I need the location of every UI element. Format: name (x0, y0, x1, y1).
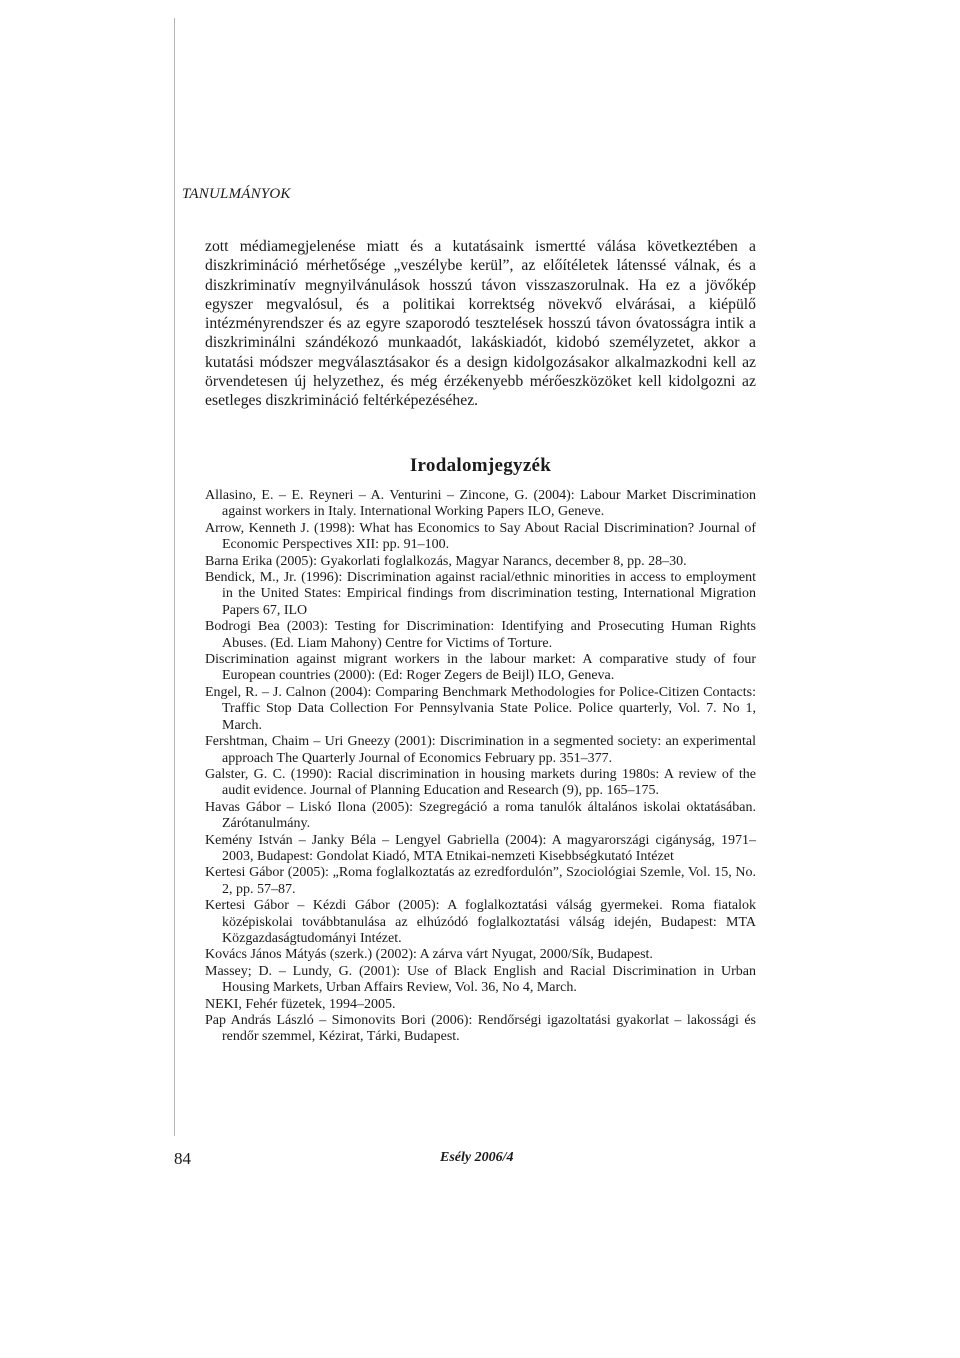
reference-item: Kertesi Gábor (2005): „Roma foglalkoztatás az ezredfordulón”, Szociológiai Szemle, Vol. 15, No. 2, pp. 57–87. (205, 865, 756, 897)
references-heading: Irodalomjegyzék (409, 455, 552, 476)
body-paragraph: zott médiamegjelenése miatt és a kutatásaink ismertté válása következtében a diszkrimináció mérhetősége „veszélybe kerül”, az előítéletek látenssé válnak, és a diszkriminatív megnyilvánulások hosszú távon visszaszorulnak. Ha ez a jövőkép egyszer megvalósul, és a politikai korrektség növekvő elvárásai, a kiépülő intézményrendszer és az egyre szaporodó tesztelések hosszú távon óvatosságra intik a diszkriminálni szándékozó munkaadót, lakáskiadót, kidobó személyzetet, akkor a kutatási módszer megválasztásakor és a design kidolgozásakor alkalmazkodni kell az örvendetesen új helyzethez, és még érzékenyebb mérőeszközöket kell kidolgozni az esetleges diszkrimináció feltérképezéséhez. (205, 238, 756, 410)
reference-item: Bodrogi Bea (2003): Testing for Discrimination: Identifying and Prosecuting Human Rights Abuses. (Ed. Liam Mahony) Centre for Victims of Torture. (205, 619, 756, 651)
reference-item: Fershtman, Chaim – Uri Gneezy (2001): Discrimination in a segmented society: an experimental approach The Quarterly Journal of Economics February pp. 351–377. (205, 734, 756, 766)
reference-item: Arrow, Kenneth J. (1998): What has Economics to Say About Racial Discrimination? Journal of Economic Perspectives XII: pp. 91–100. (205, 520, 756, 553)
reference-item: NEKI, Fehér füzetek, 1994–2005. (205, 996, 396, 1012)
reference-item: Kertesi Gábor – Kézdi Gábor (2005): A foglalkoztatási válság gyermekei. Roma fiatalok középiskolai továbbtanulása az elhúzódó foglalkoztatási válság idején, Budapest: MTA Közgazdaságtudományi Intézet. (205, 898, 756, 946)
reference-item: Massey; D. – Lundy, G. (2001): Use of Black English and Racial Discrimination in Urban Housing Markets, Urban Affairs Review, Vol. 36, No 4, March. (205, 963, 756, 996)
margin-rule (174, 18, 175, 1136)
reference-item: Discrimination against migrant workers in the labour market: A comparative study of four European countries (2000): (Ed: Roger Zegers de Beijl) ILO, Geneva. (205, 652, 756, 684)
reference-item: Pap András László – Simonovits Bori (2006): Rendőrségi igazoltatási gyakorlat – lakossági és rendőr szemmel, Kézirat, Tárki, Budapest. (205, 1013, 756, 1045)
reference-item: Kovács János Mátyás (szerk.) (2002): A zárva várt Nyugat, 2000/Sík, Budapest. (205, 947, 653, 963)
references-list (205, 488, 756, 1046)
reference-item: Barna Erika (2005): Gyakorlati foglalkozás, Magyar Narancs, december 8, pp. 28–30. (205, 553, 687, 569)
reference-item: Engel, R. – J. Calnon (2004): Comparing Benchmark Methodologies for Police-Citizen Contacts: Traffic Stop Data Collection For Pennsylvania State Police. Police quarterly, Vol. 7. No 1, March. (205, 684, 756, 733)
reference-item: Kemény István – Janky Béla – Lengyel Gabriella (2004): A magyarországi cigányság, 1971–2003, Budapest: Gondolat Kiadó, MTA Etnikai-nemzeti Kisebbségkutató Intézet (205, 832, 756, 864)
reference-item: Galster, G. C. (1990): Racial discrimination in housing markets during 1980s: A review of the audit evidence. Journal of Planning Education and Research (9), pp. 165–175. (205, 766, 756, 799)
reference-item: Bendick, M., Jr. (1996): Discrimination against racial/ethnic minorities in access to employment in the United States: Empirical findings from discrimination testing, International Migration Papers 67, ILO (205, 570, 756, 618)
page-number: 84 (174, 1149, 191, 1168)
reference-item: Havas Gábor – Liskó Ilona (2005): Szegregáció a roma tanulók általános iskolai oktatásában. Zárótanulmány. (205, 799, 756, 832)
reference-item: Allasino, E. – E. Reyneri – A. Venturini – Zincone, G. (2004): Labour Market Discrimination against workers in Italy. International Working Papers ILO, Geneve. (205, 488, 756, 520)
journal-footer: Esély 2006/4 (440, 1150, 514, 1165)
section-label: TANULMÁNYOK (182, 186, 291, 202)
